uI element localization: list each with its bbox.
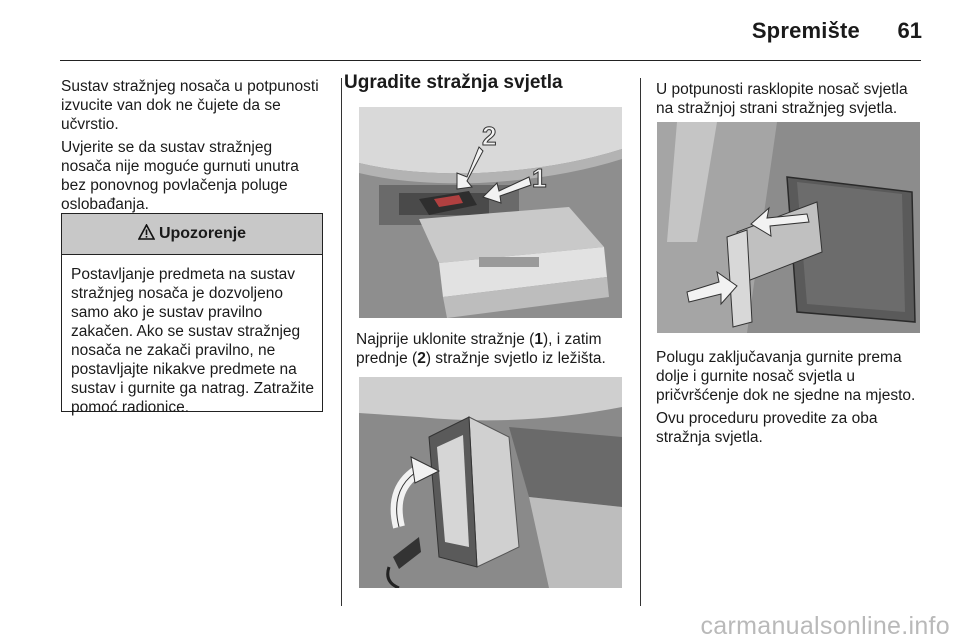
page-title: Spremište bbox=[751, 18, 860, 43]
caption-text-1: Najprije uklonite stražnje ( bbox=[356, 331, 535, 348]
col3-paragraph-3: Ovu proceduru provedite za oba stražnja svjetla. bbox=[656, 410, 878, 446]
watermark: carmanualsonline.info bbox=[700, 612, 950, 640]
figure-lock-lever bbox=[657, 122, 920, 333]
callout-2: 2 bbox=[482, 121, 497, 151]
column-divider-1 bbox=[341, 78, 342, 606]
page-number: 61 bbox=[897, 18, 922, 43]
caption-text-3: ) stražnje svjetlo iz ležišta. bbox=[425, 350, 606, 367]
col3-paragraph-2: Polugu zaključavanja gurnite prema dolje i gurnite nosač svjetla u pričvršćenje dok ne sjedne na mjesto. bbox=[656, 349, 916, 404]
col1-paragraph-2: Uvjerite se da sustav stražnjeg nosača nije moguće gurnuti unutra bez ponovnog povlačenja poluge oslobađanja. bbox=[61, 139, 299, 213]
col1-paragraph-1: Sustav stražnjeg nosača u potpunosti izvucite van dok ne čujete da se učvrstio. bbox=[61, 78, 319, 133]
warning-triangle-icon bbox=[138, 224, 155, 245]
col3-paragraph-1: U potpunosti rasklopite nosač svjetla na stražnjoj strani stražnjeg svjetla. bbox=[656, 81, 908, 117]
warning-header bbox=[62, 214, 322, 255]
header-rule bbox=[60, 60, 921, 61]
section-heading: Ugradite stražnja svjetla bbox=[344, 72, 563, 93]
warning-title: Upozorenje bbox=[158, 225, 247, 242]
callout-1: 1 bbox=[532, 163, 547, 193]
figure-remove-lights bbox=[359, 107, 622, 318]
caption-text-2: ), i zatim prednje ( bbox=[356, 331, 602, 367]
figure-caption bbox=[356, 330, 638, 368]
warning-text: Postavljanje predmeta na sustav stražnjeg nosača je dozvoljeno samo ako je sustav pravilno zakačen. Ako se sustav stražnjeg nosača ne zakači pravilno, ne postavljajte nikakve predmete na sustav i gurnite ga natrag. Zatražite pomoć radionice. bbox=[71, 266, 314, 416]
warning-box bbox=[61, 213, 323, 416]
caption-num-2: 2 bbox=[417, 350, 426, 367]
column-divider-2 bbox=[640, 78, 641, 606]
caption-num-1: 1 bbox=[534, 331, 543, 348]
figure-unfold-carrier bbox=[359, 377, 622, 588]
